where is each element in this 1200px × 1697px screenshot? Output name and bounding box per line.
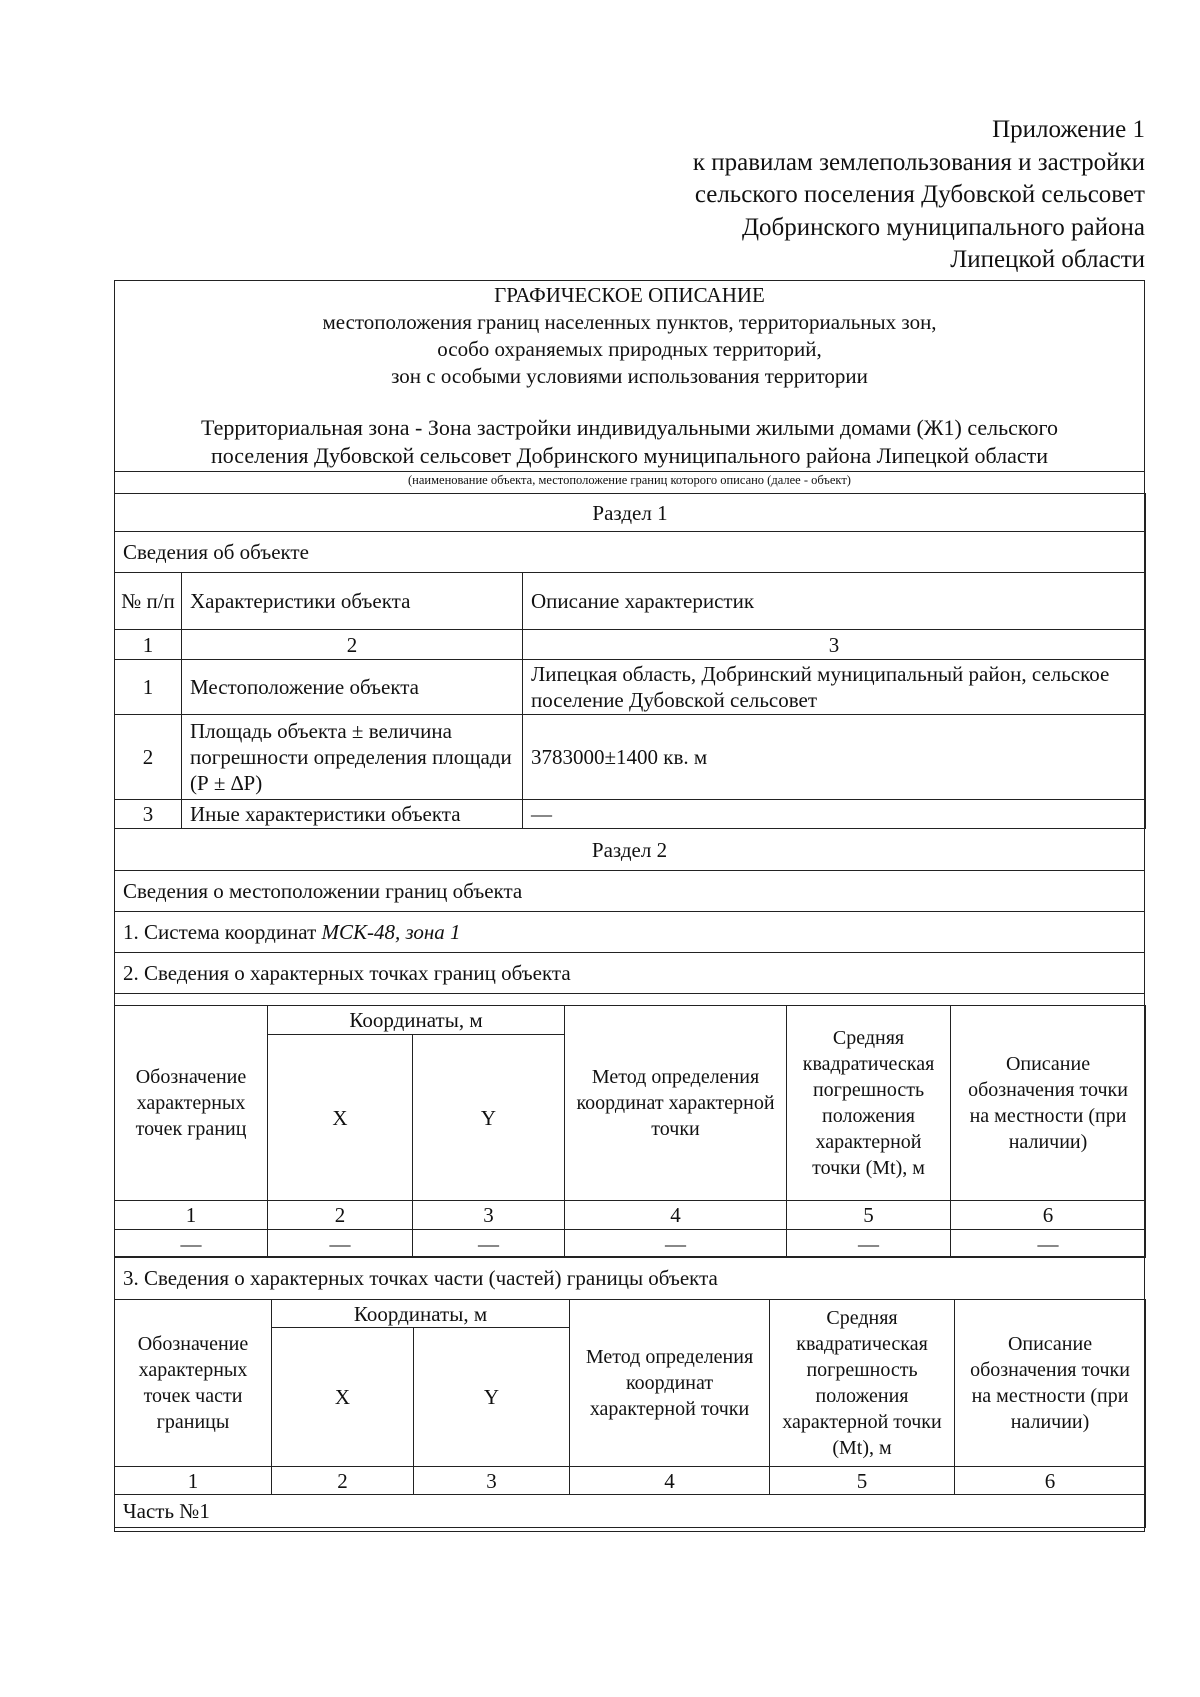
header-desc: Описание характеристик	[523, 573, 1146, 630]
points-col-description: Описание обозначения точки на местности (при наличии)	[951, 1006, 1146, 1201]
points-colnum: 3	[413, 1201, 565, 1230]
title-block	[114, 280, 1145, 470]
row-char: Местоположение объекта	[182, 660, 523, 715]
row-desc: 3783000±1400 кв. м	[523, 715, 1146, 800]
zone-name	[114, 414, 1145, 470]
section2-title: Раздел 2	[115, 829, 1145, 871]
zone-line-2: поселения Дубовской сельсовет Добринского муниципального района Липецкой области	[210, 443, 1049, 468]
points-cell: —	[565, 1230, 787, 1258]
table-row	[115, 660, 1146, 715]
parts-col-method: Метод определения координат характерной точки	[570, 1300, 770, 1467]
object-note: (наименование объекта, местоположение границ которого описано (далее - объект)	[408, 473, 851, 487]
row-num: 2	[115, 715, 182, 800]
parts-title-table	[114, 1256, 1145, 1300]
colnum-3: 3	[523, 630, 1146, 660]
colnum-1: 1	[115, 630, 182, 660]
header-line-4: Добринского муниципального района	[741, 213, 1145, 241]
points-cell: —	[413, 1230, 565, 1258]
points-col-x: X	[268, 1035, 413, 1201]
parts-col-designation: Обозначение характерных точек части границы	[115, 1300, 272, 1467]
part-label: Часть №1	[115, 1495, 1146, 1528]
section1-subtitle: Сведения об объекте	[115, 532, 1146, 573]
colnum-2: 2	[182, 630, 523, 660]
points-cell: —	[268, 1230, 413, 1258]
points-table	[114, 1005, 1146, 1258]
parts-colnum: 3	[414, 1467, 570, 1495]
points-cell: —	[787, 1230, 951, 1258]
points-colnum: 5	[787, 1201, 951, 1230]
coordinate-system	[115, 912, 1145, 953]
parts-colnum: 4	[570, 1467, 770, 1495]
section2-table	[114, 828, 1145, 994]
row-desc: Липецкая область, Добринский муниципальный район, сельское поселение Дубовской сельсовет	[523, 660, 1146, 715]
header-line-5: Липецкой области	[950, 246, 1145, 273]
coord-system-value: МСК-48, зона 1	[321, 920, 461, 944]
parts-colnum: 1	[115, 1467, 272, 1495]
points-colnum: 6	[951, 1201, 1146, 1230]
points-colnum: 1	[115, 1201, 268, 1230]
parts-title: 3. Сведения о характерных точках части (частей) границы объекта	[115, 1257, 1145, 1300]
parts-col-coords: Координаты, м	[272, 1300, 570, 1328]
parts-colnum: 2	[272, 1467, 414, 1495]
points-col-y: Y	[413, 1035, 565, 1201]
doc-subtitle-2: особо охраняемых природных территорий,	[437, 337, 822, 361]
parts-table	[114, 1299, 1146, 1528]
header-line-3: сельского поселения Дубовской сельсовет	[694, 181, 1145, 208]
points-col-method: Метод определения координат характерной точки	[565, 1006, 787, 1201]
points-colnum: 2	[268, 1201, 413, 1230]
points-col-coords: Координаты, м	[268, 1006, 565, 1035]
header-line-2: к правилам землепользования и застройки	[692, 148, 1145, 176]
points-colnum: 4	[565, 1201, 787, 1230]
table-row	[115, 1230, 1146, 1258]
row-num: 3	[115, 800, 182, 829]
parts-colnum: 6	[955, 1467, 1146, 1495]
points-cell: —	[951, 1230, 1146, 1258]
parts-col-error: Средняя квадратическая погрешность положения характерной точки (Мt), м	[770, 1300, 955, 1467]
header-char: Характеристики объекта	[182, 573, 523, 630]
table-row	[115, 800, 1146, 829]
table-row	[115, 715, 1146, 800]
section1-table	[114, 493, 1146, 829]
doc-subtitle-3: зон с особыми условиями использования территории	[391, 364, 868, 388]
points-col-designation: Обозначение характерных точек границ	[115, 1006, 268, 1201]
section2-subtitle: Сведения о местоположении границ объекта	[115, 871, 1145, 912]
points-col-error: Средняя квадратическая погрешность положения характерной точки (Мt), м	[787, 1006, 951, 1201]
header-line-1: Приложение 1	[992, 116, 1145, 143]
zone-line-1: Территориальная зона - Зона застройки индивидуальными жилыми домами (Ж1) сельского	[201, 415, 1058, 440]
row-num: 1	[115, 660, 182, 715]
parts-colnum: 5	[770, 1467, 955, 1495]
points-title: 2. Сведения о характерных точках границ объекта	[115, 953, 1145, 994]
header-num: № п/п	[115, 573, 182, 630]
appendix-header	[693, 114, 1145, 277]
row-char: Иные характеристики объекта	[182, 800, 523, 829]
section1-title: Раздел 1	[115, 494, 1146, 532]
parts-col-x: X	[272, 1328, 414, 1467]
table-row	[115, 1495, 1146, 1528]
doc-title: ГРАФИЧЕСКОЕ ОПИСАНИЕ	[494, 283, 765, 307]
points-cell: —	[115, 1230, 268, 1258]
parts-col-y: Y	[414, 1328, 570, 1467]
parts-col-description: Описание обозначения точки на местности (при наличии)	[955, 1300, 1146, 1467]
coord-prefix: 1. Система координат	[123, 920, 322, 944]
row-char: Площадь объекта ± величина погрешности определения площади (Р ± ∆Р)	[182, 715, 523, 800]
row-desc: —	[523, 800, 1146, 829]
doc-subtitle-1: местоположения границ населенных пунктов, территориальных зон,	[322, 310, 937, 334]
